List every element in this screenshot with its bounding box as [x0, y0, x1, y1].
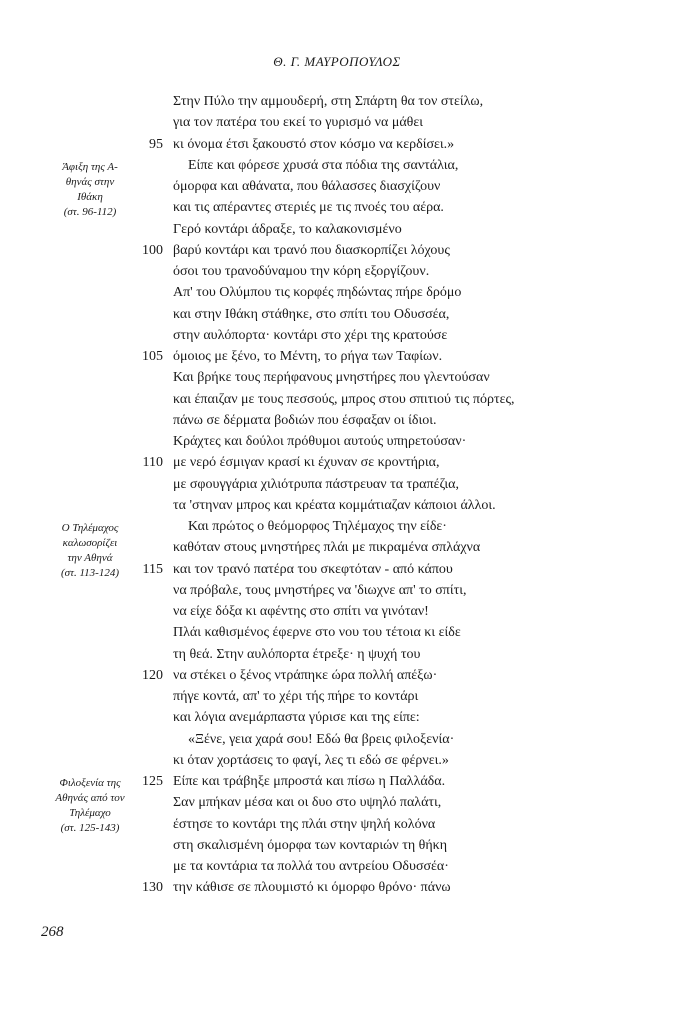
verse-line: έστησε το κοντάρι της πλάι στην ψηλή κολόνα	[173, 816, 436, 832]
running-header: Θ. Γ. ΜΑΥΡΟΠΟΥΛΟΣ	[273, 54, 401, 69]
verse-line: Στην Πύλο την αμμουδερή, στη Σπάρτη θα τον στείλω,	[173, 94, 484, 109]
verse-line: όμορφα και αθάνατα, που θάλασσες διασχίζουν	[173, 179, 441, 194]
verse-line: Κράχτες και δούλοι πρόθυμοι αυτούς υπηρετούσαν·	[173, 434, 467, 449]
margin-note-line: Τηλέμαχο	[69, 807, 111, 819]
line-number: 95	[149, 136, 163, 152]
line-number: 125	[142, 774, 163, 789]
verse-line: για τον πατέρα του εκεί το γυρισμό να μάθει	[173, 115, 424, 131]
verse-line: Απ' του Ολύμπου τις κορφές πηδώντας πήρε δρόμο	[173, 285, 462, 301]
verse-line: κι όταν χορτάσεις το φαγί, λες τι εδώ σε φέρνει.»	[173, 752, 449, 768]
margin-note-line: (στ. 125-143)	[60, 822, 120, 834]
margin-note-line: Άφιξη της Α-	[62, 160, 118, 173]
margin-note-line: Ιθάκη	[77, 190, 103, 203]
verse-line: Πλάι καθισμένος έφερνε στο νου του τέτοια κι είδε	[173, 625, 461, 641]
verse-line: βαρύ κοντάρι και τρανό που διασκορπίζει λόχους	[173, 242, 450, 258]
verse-line: να είχε δόξα κι αφέντης στο σπίτι να γινόταν!	[173, 604, 429, 619]
verse-line: να στέκει ο ξένος ντράπηκε ώρα πολλή απέξω·	[173, 667, 438, 683]
line-number: 115	[142, 561, 163, 577]
line-number: 120	[142, 667, 163, 683]
verse-line: την κάθισε σε πλουμιστό κι όμορφο θρόνο· πάνω	[173, 880, 451, 896]
margin-note-line: καλωσορίζει	[62, 537, 118, 549]
verse-line: και λόγια ανεμάρπαστα γύρισε και της είπε:	[173, 710, 420, 726]
verse-line: με σφουγγάρια χιλιότρυπα πάστρευαν τα τραπέζια,	[173, 476, 460, 492]
verse-line: και τον τρανό πατέρα του σκεφτόταν - από κάπου	[173, 561, 453, 577]
verse-line: πήγε κοντά, απ' το χέρι τής πήρε το κοντάρι	[173, 689, 419, 704]
verse-line: με νερό έσμιγαν κρασί κι έχυναν σε κροντήρια,	[173, 455, 440, 471]
line-number: 105	[142, 349, 163, 364]
verse-line: και έπαιζαν με τους πεσσούς, μπρος στου σπιτιού τις πόρτες,	[173, 391, 515, 407]
verse-line: Σαν μπήκαν μέσα και οι δυο στο υψηλό παλάτι,	[173, 795, 442, 811]
verse-line: τα 'στηναν μπρος και κρέατα κομμάτιαζαν κάποιοι άλλοι.	[173, 497, 496, 513]
verse-line: και τις απέραντες στεριές με τις πνοές του αέρα.	[173, 200, 444, 216]
verse-line: Είπε και τράβηξε μπροστά και πίσω η Παλλάδα.	[173, 774, 446, 789]
margin-note-line: Φιλοξενία της	[59, 777, 121, 789]
verse-line: όσοι του τρανοδύναμου την κόρη εξοργίζουν.	[173, 264, 430, 279]
verse-line: «Ξένε, γεια χαρά σου! Εδώ θα βρεις φιλοξενία·	[188, 731, 455, 747]
verse-line: να πρόβαλε, τους μνηστήρες να 'διωχνε απ' το σπίτι,	[173, 582, 467, 598]
verse-line: τη θεά. Στην αυλόπορτα έτρεξε· η ψυχή του	[173, 646, 421, 662]
verse-line: Και πρώτος ο θεόμορφος Τηλέμαχος την είδε·	[188, 519, 447, 534]
verse-line: με τα κοντάρια τα πολλά του αντρείου Οδυσσέα·	[173, 859, 449, 874]
margin-note-line: την Αθηνά	[67, 552, 113, 564]
margin-note	[34, 160, 146, 220]
margin-note	[34, 521, 146, 581]
verse-line: στην αυλόπορτα· κοντάρι στο χέρι της κρατούσε	[173, 327, 448, 343]
verse-line: στη σκαλισμένη όμορφα των κονταριών τη θήκη	[173, 837, 448, 853]
margin-note-line: Ο Τηλέμαχος	[61, 522, 119, 534]
verse-line: πάνω σε δέρματα βοδιών που έσφαξαν οι ίδιοι.	[173, 412, 437, 428]
line-number: 100	[142, 242, 163, 258]
verse-line: και στην Ιθάκη στάθηκε, στο σπίτι του Οδυσσέα,	[173, 306, 450, 322]
margin-note-line: Αθηνάς από τον	[55, 792, 125, 804]
verse-line: καθόταν στους μνηστήρες πλάι με πικραμένα σπλάχνα	[173, 540, 481, 556]
margin-note-line: (στ. 113-124)	[60, 567, 120, 579]
margin-note-line: θηνάς στην	[65, 175, 115, 188]
margin-note-line: (στ. 96-112)	[63, 205, 117, 218]
margin-note	[34, 776, 146, 836]
verse-line: κι όνομα έτσι ξακουστό στον κόσμο να κερδίσει.»	[173, 136, 455, 152]
verse-line: Και βρήκε τους περήφανους μνηστήρες που γλεντούσαν	[173, 370, 490, 386]
verse-line: Είπε και φόρεσε χρυσά στα πόδια της σαντάλια,	[188, 157, 459, 173]
line-number: 130	[142, 880, 163, 896]
page-number: 268	[41, 924, 64, 940]
verse-line: Γερό κοντάρι άδραξε, το καλακονισμένο	[173, 221, 402, 237]
verse-line: όμοιος με ξένο, το Μέντη, το ρήγα των Ταφίων.	[173, 349, 443, 364]
line-number: 110	[142, 455, 163, 471]
